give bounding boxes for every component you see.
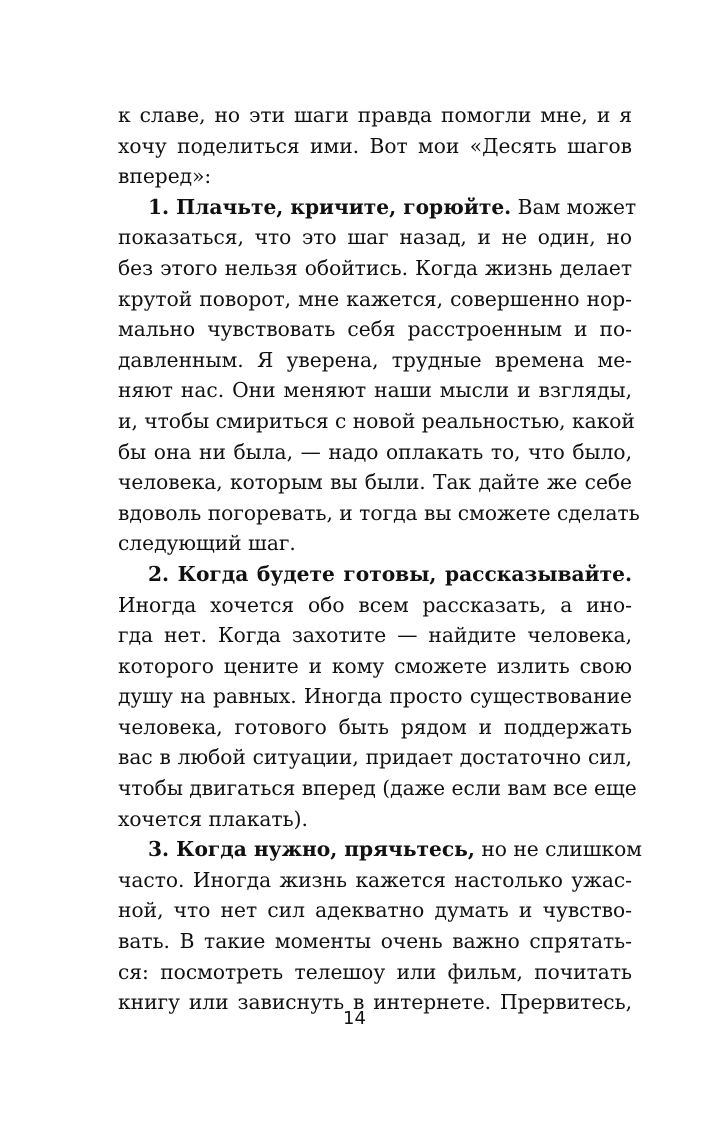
step-1-text: Вам может [511,194,637,219]
step-1-first-line [118,192,637,223]
text-line: следующий шаг. [118,531,296,556]
text-line: душу на равных. Иногда просто существование [118,684,632,709]
text-line: гда нет. Когда захотите — найдите человека, [118,623,632,648]
text-line: хочу поделиться ими. Вот мои «Десять шагов [118,133,632,158]
step-3-text: но не слишком [474,837,642,862]
step-1-heading: 1. Плачьте, кричите, горюйте. [148,194,512,219]
text-line: человека, готового быть рядом и поддержать [118,714,632,739]
text-line: часто. Иногда жизнь кажется настолько ужас- [118,867,632,892]
text-line: хочется плакать). [118,806,308,831]
text-line: ся: посмотреть телешоу или фильм, почитать [118,959,632,984]
text-line: вдоволь погоревать, и тогда вы сможете сделать [118,500,640,525]
text-line: книгу или зависнуть в интернете. Прервитесь, [118,990,632,1015]
page-number: 14 [343,1008,366,1029]
text-line: чтобы двигаться вперед (даже если вам все еще [118,776,637,801]
text-line: давленным. Я уверена, трудные времена ме- [118,347,632,372]
text-line: Иногда хочется обо всем рассказать, а ино- [118,592,632,617]
text-line: вать. В такие моменты очень важно спрятать- [118,929,632,954]
text-line: вперед»: [118,164,212,189]
text-line: ной, что нет сил адекватно думать и чувство- [118,898,632,923]
step-3-heading: 3. Когда нужно, прячьтесь, [148,837,475,862]
step-3-first-line [118,834,642,865]
text-line: показаться, что это шаг назад, и не один, но [118,225,632,250]
text-line: бы она ни была, — надо оплакать то, что было, [118,439,632,464]
page-body [118,100,642,1018]
text-line: и, чтобы смириться с новой реальностью, какой [118,408,635,433]
text-line: без этого нельзя обойтись. Когда жизнь делает [118,255,632,280]
text-line: няют нас. Они меняют наши мысли и взгляды, [118,378,632,403]
text-line: которого цените и кому сможете излить свою [118,653,632,678]
text-line: крутой поворот, мне кажется, совершенно нор- [118,286,632,311]
text-line: вас в любой ситуации, придает достаточно сил, [118,745,632,770]
step-2-heading-line [118,559,632,590]
step-2-heading: 2. Когда будете готовы, рассказывайте. [148,561,632,586]
text-line: к славе, но эти шаги правда помогли мне, и я [118,103,632,127]
text-line: человека, которым вы были. Так дайте же себе [118,470,632,495]
text-line: мально чувствовать себя расстроенным и по- [118,317,632,342]
